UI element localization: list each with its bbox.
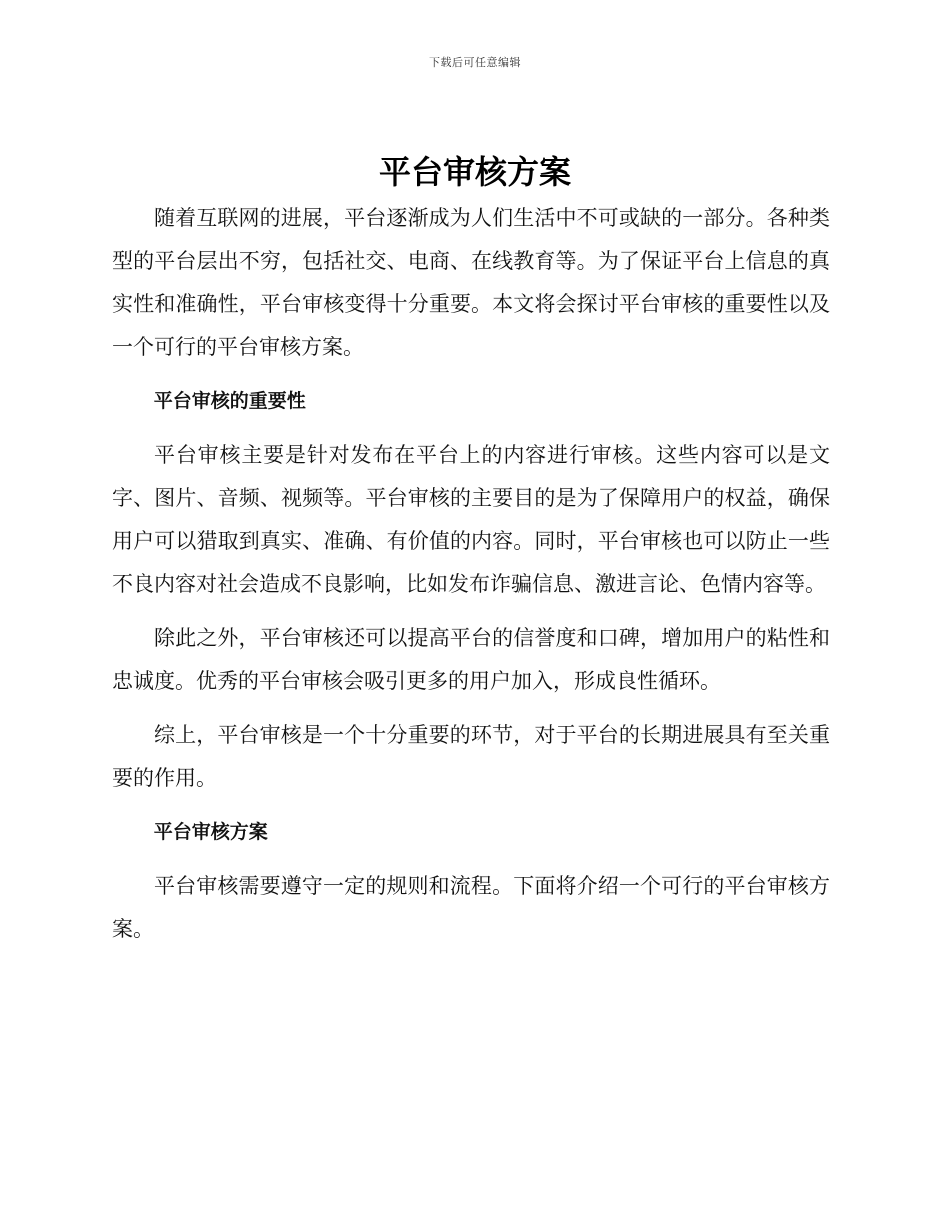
paragraph: 平台审核需要遵守一定的规则和流程。下面将介绍一个可行的平台审核方案。 — [112, 874, 830, 941]
intro-paragraph: 随着互联网的进展，平台逐渐成为人们生活中不可或缺的一部分。各种类型的平台层出不穷，包括社交、电商、在线教育等。为了保证平台上信息的真实性和准确性，平台审核变得十分重要。本文将会探讨平台审核的重要性以及一个可行的平台审核方案。 — [112, 206, 830, 359]
document-body — [112, 197, 830, 951]
document-title: 平台审核方案 — [378, 153, 571, 191]
section-heading-importance: 平台审核的重要性 — [153, 390, 306, 412]
paragraph: 平台审核主要是针对发布在平台上的内容进行审核。这些内容可以是文字、图片、音频、视频等。平台审核的主要目的是为了保障用户的权益，确保用户可以猎取到真实、准确、有价值的内容。同时，平台审核也可以防止一些不良内容对社会造成不良影响，比如发布诈骗信息、激进言论、色情内容等。 — [112, 443, 830, 596]
section-heading-plan: 平台审核方案 — [153, 821, 268, 843]
paragraph: 综上，平台审核是一个十分重要的环节，对于平台的长期进展具有至关重要的作用。 — [112, 723, 830, 790]
header-note: 下载后可任意编辑 — [429, 56, 521, 69]
paragraph: 除此之外，平台审核还可以提高平台的信誉度和口碑，增加用户的粘性和忠诚度。优秀的平台审核会吸引更多的用户加入，形成良性循环。 — [112, 626, 830, 693]
